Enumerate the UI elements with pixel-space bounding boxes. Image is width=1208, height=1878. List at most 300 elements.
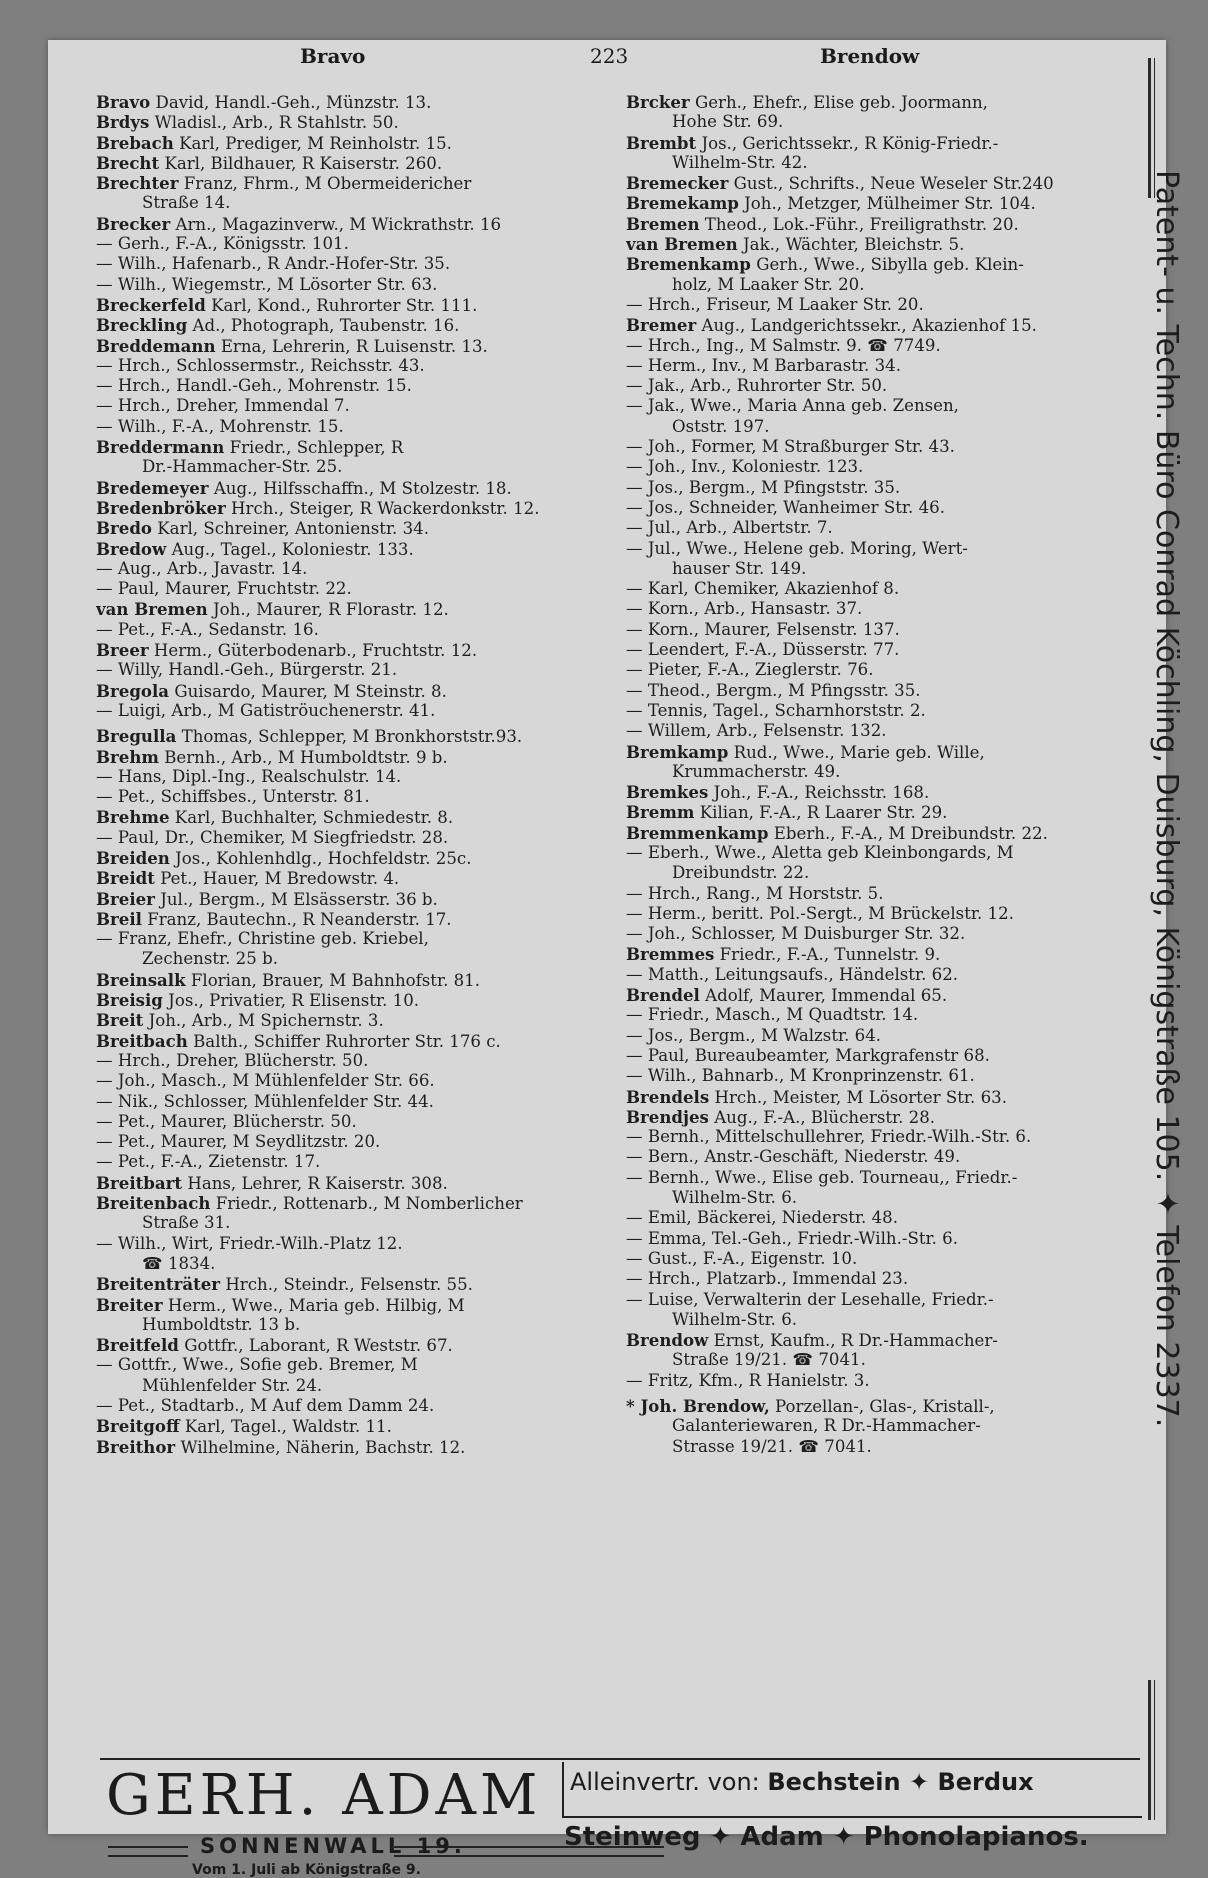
directory-entry bbox=[626, 1249, 1131, 1269]
entry-details: — Paul, Maurer, Fruchtstr. 22. bbox=[96, 579, 352, 599]
directory-entry bbox=[96, 518, 616, 538]
directory-entry bbox=[626, 1208, 1131, 1228]
directory-entry bbox=[96, 1132, 616, 1152]
directory-entry bbox=[626, 457, 1131, 477]
entry-surname: Brecker bbox=[96, 213, 171, 234]
entry-surname: Bredow bbox=[96, 538, 167, 559]
entry-surname: Brendjes bbox=[626, 1106, 709, 1127]
ad-moved-note: Vom 1. Juli ab Königstraße 9. bbox=[192, 1862, 421, 1878]
entry-surname: Bregulla bbox=[96, 726, 177, 747]
directory-entry bbox=[626, 965, 1131, 985]
directory-entry bbox=[96, 909, 616, 929]
entry-details: — Korn., Maurer, Felsenstr. 137. bbox=[626, 619, 900, 639]
entry-details: — Karl, Chemiker, Akazienhof 8. bbox=[626, 579, 900, 599]
entry-details: Adolf, Maurer, Immendal 65. bbox=[705, 986, 948, 1006]
directory-entry bbox=[96, 234, 616, 254]
directory-entry bbox=[626, 802, 1131, 822]
entry-details: — Pet., Stadtarb., M Auf dem Damm 24. bbox=[96, 1396, 435, 1415]
entry-details: — Fritz, Kfm., R Hanielstr. 3. bbox=[626, 1370, 870, 1390]
entry-details: Ad., Photograph, Taubenstr. 16. bbox=[192, 316, 460, 336]
directory-entry bbox=[626, 1416, 1131, 1436]
entry-details: Joh., F.-A., Reichsstr. 168. bbox=[713, 783, 930, 803]
entry-surname: Bredo bbox=[96, 518, 152, 539]
entry-surname: Bremmenkamp bbox=[626, 822, 769, 843]
entry-details: — Pet., Maurer, Blücherstr. 50. bbox=[96, 1111, 357, 1131]
entry-surname: Breitgoff bbox=[96, 1416, 180, 1437]
entry-details: Strasse 19/21. ☎ 7041. bbox=[672, 1436, 872, 1456]
entry-details: Hrch., Meister, M Lösorter Str. 63. bbox=[714, 1087, 1007, 1107]
entry-details: Joh., Metzger, Mülheimer Str. 104. bbox=[744, 194, 1036, 214]
entry-details: Karl, Tagel., Waldstr. 11. bbox=[184, 1417, 392, 1437]
directory-entry bbox=[96, 214, 616, 234]
directory-entry bbox=[626, 173, 1131, 193]
directory-entry bbox=[626, 234, 1131, 254]
entry-surname: Breckling bbox=[96, 315, 188, 336]
directory-entry bbox=[626, 1269, 1131, 1289]
directory-entry bbox=[96, 133, 616, 153]
directory-entry bbox=[626, 1147, 1131, 1167]
entry-details: — Leendert, F.-A., Düsserstr. 77. bbox=[626, 640, 900, 660]
entry-details: Eberh., F.-A., M Dreibundstr. 22. bbox=[773, 823, 1048, 843]
directory-entry bbox=[626, 1437, 1131, 1457]
directory-entry bbox=[626, 762, 1131, 782]
entry-details: — Joh., Schlosser, M Duisburger Str. 32. bbox=[626, 924, 966, 944]
entry-surname: Bremkamp bbox=[626, 741, 729, 762]
entry-details: — Wilh., Wirt, Friedr.-Wilh.-Platz 12. bbox=[96, 1233, 403, 1253]
directory-entry bbox=[626, 701, 1131, 721]
entry-surname: * Joh. Brendow, bbox=[626, 1396, 770, 1416]
entry-details: Franz, Bautechn., R Neanderstr. 17. bbox=[147, 909, 452, 929]
entry-details: Karl, Schreiner, Antonienstr. 34. bbox=[157, 519, 429, 539]
entry-details: Wilhelmine, Näherin, Bachstr. 12. bbox=[180, 1437, 466, 1457]
directory-entry bbox=[626, 478, 1131, 498]
entry-details: — Pet., Maurer, M Seydlitzstr. 20. bbox=[96, 1132, 381, 1152]
running-header-left: Bravo bbox=[300, 44, 366, 68]
entry-surname: Breitenbach bbox=[96, 1193, 211, 1214]
entry-details: Karl, Buchhalter, Schmiedestr. 8. bbox=[174, 808, 454, 828]
directory-entry bbox=[626, 376, 1131, 396]
entry-details: Joh., Maurer, R Florastr. 12. bbox=[213, 600, 449, 620]
directory-entry bbox=[626, 254, 1131, 274]
directory-entry bbox=[626, 1290, 1131, 1310]
entry-details: Krummacherstr. 49. bbox=[672, 761, 841, 781]
directory-entry bbox=[626, 1310, 1131, 1330]
advertisement bbox=[100, 1758, 1140, 1878]
entry-surname: Breddermann bbox=[96, 437, 225, 458]
directory-entry bbox=[626, 944, 1131, 964]
entry-details: — Bernh., Wwe., Elise geb. Tourneau,, Friedr.- bbox=[626, 1167, 1018, 1187]
entry-details: Aug., Landgerichtssekr., Akazienhof 15. bbox=[701, 316, 1037, 336]
directory-entry bbox=[96, 1376, 616, 1396]
entry-details: Guisardo, Maurer, M Steinstr. 8. bbox=[174, 681, 447, 701]
entry-details: — Wilh., F.-A., Mohrenstr. 15. bbox=[96, 416, 344, 436]
entry-details: — Gerh., F.-A., Königsstr. 101. bbox=[96, 234, 349, 254]
directory-entry bbox=[96, 315, 616, 335]
entry-surname: Breiter bbox=[96, 1294, 163, 1315]
directory-entry bbox=[96, 640, 616, 660]
directory-entry bbox=[626, 742, 1131, 762]
directory-entry bbox=[96, 1355, 616, 1375]
entry-details: — Paul, Dr., Chemiker, M Siegfriedstr. 28. bbox=[96, 827, 449, 847]
entry-surname: Breer bbox=[96, 640, 149, 661]
entry-details: Aug., Tagel., Koloniestr. 133. bbox=[171, 539, 414, 559]
entry-details: Friedr., Schlepper, R bbox=[229, 438, 404, 458]
directory-entry bbox=[626, 1087, 1131, 1107]
entry-details: Florian, Brauer, M Bahnhofstr. 81. bbox=[190, 970, 481, 990]
entry-details: — Jos., Bergm., M Walzstr. 64. bbox=[626, 1025, 882, 1045]
directory-entry bbox=[626, 579, 1131, 599]
directory-entry bbox=[96, 807, 616, 827]
entry-surname: Brdys bbox=[96, 112, 150, 133]
directory-entry bbox=[626, 1127, 1131, 1147]
directory-entry bbox=[96, 559, 616, 579]
entry-surname: Bremer bbox=[626, 315, 697, 336]
entry-surname: Breitfeld bbox=[96, 1335, 179, 1356]
entry-surname: Brechter bbox=[96, 173, 179, 194]
entry-surname: Bravo bbox=[96, 92, 151, 112]
entry-surname: Brendels bbox=[626, 1086, 710, 1107]
entry-surname: Bremenkamp bbox=[626, 254, 751, 275]
directory-entry bbox=[626, 275, 1131, 295]
directory-entry bbox=[96, 1092, 616, 1112]
entry-details: — Hrch., Platzarb., Immendal 23. bbox=[626, 1269, 909, 1289]
entry-surname: Breithor bbox=[96, 1436, 176, 1457]
entry-details: — Wilh., Wiegemstr., M Lösorter Str. 63. bbox=[96, 274, 438, 294]
entry-details: Aug., Hilfsschaffn., M Stolzestr. 18. bbox=[213, 478, 512, 498]
entry-details: — Hrch., Dreher, Immendal 7. bbox=[96, 396, 350, 416]
directory-entry bbox=[626, 843, 1131, 863]
directory-entry bbox=[626, 863, 1131, 883]
entry-details: — Pet., Schiffsbes., Unterstr. 81. bbox=[96, 787, 370, 807]
entry-surname: Brembt bbox=[626, 132, 697, 153]
entry-details: — Franz, Ehefr., Christine geb. Kriebel, bbox=[96, 929, 429, 949]
entry-details: Hrch., Steiger, R Wackerdonkstr. 12. bbox=[231, 498, 540, 518]
directory-entry bbox=[626, 1005, 1131, 1025]
entry-details: — Jak., Wwe., Maria Anna geb. Zensen, bbox=[626, 396, 959, 416]
side-banner bbox=[1150, 170, 1190, 1740]
entry-details: — Hrch., Handl.-Geh., Mohrenstr. 15. bbox=[96, 376, 412, 396]
ad-company-name: GERH. ADAM bbox=[106, 1763, 542, 1828]
directory-entry bbox=[96, 1031, 616, 1051]
directory-entry bbox=[96, 660, 616, 680]
entry-surname: Breddemann bbox=[96, 335, 216, 356]
entry-details: — Theod., Bergm., M Pfingsstr. 35. bbox=[626, 680, 921, 700]
directory-entry bbox=[626, 498, 1131, 518]
entry-details: — Eberh., Wwe., Aletta geb Kleinbongards, M bbox=[626, 842, 1014, 862]
entry-details: — Bernh., Mittelschullehrer, Friedr.-Wilh.-Str. 6. bbox=[626, 1127, 1032, 1147]
entry-details: David, Handl.-Geh., Münzstr. 13. bbox=[155, 93, 432, 112]
entry-details: Gerh., Wwe., Sibylla geb. Klein- bbox=[756, 255, 1024, 275]
directory-entry bbox=[96, 1335, 616, 1355]
directory-entry bbox=[96, 1112, 616, 1132]
entry-surname: Breidt bbox=[96, 868, 155, 889]
directory-entry bbox=[626, 599, 1131, 619]
directory-entry bbox=[626, 1350, 1131, 1370]
entry-details: Balth., Schiffer Ruhrorter Str. 176 c. bbox=[193, 1031, 501, 1051]
entry-details: Galanteriewaren, R Dr.-Hammacher- bbox=[672, 1416, 981, 1436]
directory-entry bbox=[96, 1213, 616, 1233]
directory-entry bbox=[96, 747, 616, 767]
entry-details: Thomas, Schlepper, M Bronkhorststr.93. bbox=[181, 727, 523, 747]
entry-details: — Wilh., Bahnarb., M Kronprinzenstr. 61. bbox=[626, 1066, 975, 1086]
ad-agency-brands: Bechstein ✦ Berdux bbox=[767, 1768, 1034, 1796]
entry-surname: Brendel bbox=[626, 985, 700, 1006]
directory-entry bbox=[626, 153, 1131, 173]
entry-surname: Bremm bbox=[626, 802, 695, 823]
directory-entry bbox=[96, 579, 616, 599]
directory-entry bbox=[626, 1330, 1131, 1350]
directory-entry bbox=[96, 620, 616, 640]
entry-details: Porzellan-, Glas-, Kristall-, bbox=[775, 1397, 995, 1416]
running-header-right: Brendow bbox=[820, 44, 920, 68]
directory-entry bbox=[96, 173, 616, 193]
directory-entry bbox=[96, 1173, 616, 1193]
entry-details: Zechenstr. 25 b. bbox=[142, 949, 278, 969]
ad-products-line: Steinweg ✦ Adam ✦ Phonolapianos. bbox=[564, 1822, 1089, 1852]
directory-entry bbox=[96, 681, 616, 701]
entry-details: Wilhelm-Str. 6. bbox=[672, 1309, 798, 1329]
directory-entry bbox=[96, 417, 616, 437]
directory-entry bbox=[96, 1295, 616, 1315]
directory-entry bbox=[96, 929, 616, 949]
directory-entry bbox=[626, 1229, 1131, 1249]
directory-entry bbox=[626, 396, 1131, 416]
directory-entry bbox=[626, 112, 1131, 132]
directory-entry bbox=[626, 315, 1131, 335]
directory-entry bbox=[96, 153, 616, 173]
directory-entry bbox=[96, 828, 616, 848]
directory-entry bbox=[626, 1107, 1131, 1127]
entry-details: — Aug., Arb., Javastr. 14. bbox=[96, 558, 308, 578]
side-banner-text: Patent- u. Techn. Büro Conrad Köchling, Duisburg, Königstraße 105. ✦ Telefon 2337. bbox=[1149, 170, 1184, 1428]
directory-entry bbox=[96, 868, 616, 888]
entry-details: — Jos., Bergm., M Pfingststr. 35. bbox=[626, 477, 901, 497]
entry-details: Herm., Güterbodenarb., Fruchtstr. 12. bbox=[153, 641, 478, 661]
entry-surname: Breckerfeld bbox=[96, 294, 206, 315]
entry-details: — Jul., Wwe., Helene geb. Moring, Wert- bbox=[626, 538, 968, 558]
directory-entry bbox=[96, 376, 616, 396]
entry-surname: Brebach bbox=[96, 132, 174, 153]
entry-details: — Emil, Bäckerei, Niederstr. 48. bbox=[626, 1208, 898, 1228]
directory-entry bbox=[626, 904, 1131, 924]
entry-details: — Joh., Former, M Straßburger Str. 43. bbox=[626, 437, 955, 457]
entry-details: — Matth., Leitungsaufs., Händelstr. 62. bbox=[626, 964, 959, 984]
entry-details: — Joh., Masch., M Mühlenfelder Str. 66. bbox=[96, 1071, 435, 1091]
directory-entry bbox=[96, 356, 616, 376]
directory-entry bbox=[626, 1188, 1131, 1208]
directory-entry bbox=[626, 518, 1131, 538]
entry-surname: Breitbach bbox=[96, 1030, 188, 1051]
entry-surname: Brecht bbox=[96, 152, 160, 173]
entry-surname: van Bremen bbox=[626, 234, 738, 255]
directory-entry bbox=[96, 1437, 616, 1457]
entry-details: Gerh., Ehefr., Elise geb. Joormann, bbox=[694, 93, 988, 112]
directory-entry bbox=[96, 498, 616, 518]
entry-details: Ernst, Kaufm., R Dr.-Hammacher- bbox=[713, 1331, 998, 1351]
entry-details: — Herm., beritt. Pol.-Sergt., M Brückelstr. 12. bbox=[626, 903, 1014, 923]
ad-agency-prefix: Alleinvertr. von: bbox=[570, 1768, 760, 1796]
directory-entry bbox=[96, 112, 616, 132]
directory-entry bbox=[96, 599, 616, 619]
entry-details: — Jak., Arb., Ruhrorter Str. 50. bbox=[626, 376, 888, 396]
directory-entry bbox=[96, 1051, 616, 1071]
ad-address: SONNENWALL 19. bbox=[200, 1834, 466, 1858]
entry-surname: Bremecker bbox=[626, 173, 729, 194]
directory-entry bbox=[626, 295, 1131, 315]
entry-surname: Breinsalk bbox=[96, 969, 186, 990]
entry-details: — Jul., Arb., Albertstr. 7. bbox=[626, 518, 833, 538]
directory-entry bbox=[96, 1315, 616, 1335]
directory-entry bbox=[626, 620, 1131, 640]
entry-details: Wladisl., Arb., R Stahlstr. 50. bbox=[154, 113, 399, 133]
entry-details: Jul., Bergm., M Elsässerstr. 36 b. bbox=[160, 889, 438, 909]
directory-entry bbox=[626, 640, 1131, 660]
entry-details: ☎ 1834. bbox=[142, 1253, 216, 1273]
directory-entry bbox=[626, 884, 1131, 904]
entry-details: — Hrch., Rang., M Horststr. 5. bbox=[626, 883, 884, 903]
entry-details: — Pet., F.-A., Sedanstr. 16. bbox=[96, 619, 319, 639]
right-column bbox=[626, 92, 1131, 1457]
entry-details: — Pieter, F.-A., Zieglerstr. 76. bbox=[626, 660, 874, 680]
entry-details: Karl, Kond., Ruhrorter Str. 111. bbox=[211, 295, 478, 315]
directory-entry bbox=[626, 133, 1131, 153]
directory-entry bbox=[96, 1193, 616, 1213]
entry-details: — Pet., F.-A., Zietenstr. 17. bbox=[96, 1152, 321, 1172]
entry-details: Franz, Fhrm., M Obermeidericher bbox=[183, 174, 472, 194]
directory-entry bbox=[96, 767, 616, 787]
directory-entry bbox=[96, 1416, 616, 1436]
entry-surname: Breier bbox=[96, 888, 155, 909]
entry-details: Dr.-Hammacher-Str. 25. bbox=[142, 457, 343, 477]
directory-entry bbox=[626, 660, 1131, 680]
directory-entry bbox=[96, 478, 616, 498]
entry-surname: Bregola bbox=[96, 680, 170, 701]
entry-details: Gottfr., Laborant, R Weststr. 67. bbox=[184, 1336, 453, 1356]
entry-details: — Willy, Handl.-Geh., Bürgerstr. 21. bbox=[96, 660, 398, 680]
ad-separator-vertical bbox=[562, 1762, 564, 1818]
entry-surname: Brendow bbox=[626, 1330, 709, 1351]
directory-entry bbox=[96, 970, 616, 990]
directory-entry bbox=[96, 1010, 616, 1030]
entry-details: holz, M Laaker Str. 20. bbox=[672, 274, 865, 294]
directory-entry bbox=[626, 924, 1131, 944]
directory-entry bbox=[96, 848, 616, 868]
directory-entry bbox=[96, 193, 616, 213]
entry-details: — Gottfr., Wwe., Sofie geb. Bremer, M bbox=[96, 1355, 418, 1375]
ad-top-rule bbox=[100, 1758, 1140, 1760]
directory-entry bbox=[626, 782, 1131, 802]
entry-details: Mühlenfelder Str. 24. bbox=[142, 1375, 323, 1395]
directory-entry bbox=[96, 396, 616, 416]
directory-entry bbox=[96, 295, 616, 315]
page-number: 223 bbox=[590, 44, 629, 68]
entry-details: Wilhelm-Str. 42. bbox=[672, 152, 808, 172]
directory-entry bbox=[626, 559, 1131, 579]
directory-entry bbox=[626, 1046, 1131, 1066]
entry-details: Hrch., Steindr., Felsenstr. 55. bbox=[225, 1275, 473, 1295]
entry-details: Friedr., F.-A., Tunnelstr. 9. bbox=[719, 945, 941, 965]
entry-surname: Breitbart bbox=[96, 1172, 183, 1193]
directory-entry bbox=[626, 417, 1131, 437]
directory-entry bbox=[96, 726, 616, 746]
entry-details: Joh., Arb., M Spichernstr. 3. bbox=[148, 1011, 384, 1031]
entry-details: — Willem, Arb., Felsenstr. 132. bbox=[626, 721, 887, 741]
entry-details: — Friedr., Masch., M Quadtstr. 14. bbox=[626, 1005, 919, 1025]
directory-entry bbox=[96, 1071, 616, 1091]
directory-entry bbox=[626, 437, 1131, 457]
directory-entry bbox=[96, 990, 616, 1010]
entry-details: hauser Str. 149. bbox=[672, 558, 807, 578]
entry-surname: Breit bbox=[96, 1010, 144, 1031]
entry-details: — Nik., Schlosser, Mühlenfelder Str. 44. bbox=[96, 1091, 434, 1111]
directory-entry bbox=[96, 275, 616, 295]
ad-agency-line bbox=[570, 1768, 1034, 1796]
entry-details: Herm., Wwe., Maria geb. Hilbig, M bbox=[167, 1295, 465, 1315]
entry-surname: Breitenträter bbox=[96, 1274, 221, 1295]
entry-details: Dreibundstr. 22. bbox=[672, 863, 810, 883]
entry-details: — Jos., Schneider, Wanheimer Str. 46. bbox=[626, 497, 945, 517]
directory-entry bbox=[96, 787, 616, 807]
directory-entry bbox=[96, 1234, 616, 1254]
directory-entry bbox=[96, 1274, 616, 1294]
entry-details: Erna, Lehrerin, R Luisenstr. 13. bbox=[220, 336, 488, 356]
entry-details: Jos., Kohlenhdlg., Hochfeldstr. 25c. bbox=[175, 848, 472, 868]
left-column bbox=[96, 92, 616, 1457]
directory-entry bbox=[96, 336, 616, 356]
entry-details: Bernh., Arb., M Humboldtstr. 9 b. bbox=[164, 747, 448, 767]
entry-surname: Brehm bbox=[96, 746, 159, 767]
directory-entry bbox=[96, 1396, 616, 1416]
entry-details: Aug., F.-A., Blücherstr. 28. bbox=[714, 1107, 936, 1127]
directory-entry bbox=[626, 681, 1131, 701]
entry-details: Jos., Gerichtssekr., R König-Friedr.- bbox=[701, 133, 999, 153]
entry-surname: Breil bbox=[96, 908, 142, 929]
directory-entry bbox=[96, 1152, 616, 1172]
directory-entry bbox=[626, 92, 1131, 112]
entry-surname: Brcker bbox=[626, 92, 690, 112]
directory-entry bbox=[96, 437, 616, 457]
directory-entry bbox=[626, 1396, 1131, 1416]
entry-details: Straße 19/21. ☎ 7041. bbox=[672, 1350, 866, 1370]
directory-entry bbox=[96, 254, 616, 274]
directory-entry bbox=[96, 701, 616, 721]
entry-details: — Hans, Dipl.-Ing., Realschulstr. 14. bbox=[96, 766, 402, 786]
entry-details: Straße 31. bbox=[142, 1213, 231, 1233]
entry-surname: Breisig bbox=[96, 990, 163, 1011]
entry-details: Kilian, F.-A., R Laarer Str. 29. bbox=[699, 803, 948, 823]
entry-details: — Luigi, Arb., M Gatiströuchenerstr. 41. bbox=[96, 700, 436, 720]
entry-details: — Tennis, Tagel., Scharnhorststr. 2. bbox=[626, 700, 926, 720]
entry-details: — Bern., Anstr.-Geschäft, Niederstr. 49. bbox=[626, 1147, 961, 1167]
directory-entry bbox=[626, 539, 1131, 559]
entry-surname: Bremmes bbox=[626, 944, 715, 965]
entry-details: Wilhelm-Str. 6. bbox=[672, 1188, 798, 1208]
entry-surname: Bremkes bbox=[626, 782, 709, 803]
ad-rule-left bbox=[108, 1846, 188, 1857]
entry-surname: Breiden bbox=[96, 847, 170, 868]
directory-entry bbox=[626, 336, 1131, 356]
entry-surname: Brehme bbox=[96, 807, 170, 828]
directory-entry bbox=[626, 214, 1131, 234]
directory-entry bbox=[626, 1066, 1131, 1086]
entry-details: — Hrch., Friseur, M Laaker Str. 20. bbox=[626, 294, 924, 314]
directory-entry bbox=[96, 457, 616, 477]
entry-details: Arn., Magazinverw., M Wickrathstr. 16 bbox=[175, 214, 502, 234]
entry-details: Hohe Str. 69. bbox=[672, 112, 784, 132]
entry-details: — Korn., Arb., Hansastr. 37. bbox=[626, 599, 863, 619]
directory-entry bbox=[626, 985, 1131, 1005]
entry-details: Jak., Wächter, Bleichstr. 5. bbox=[743, 235, 965, 255]
